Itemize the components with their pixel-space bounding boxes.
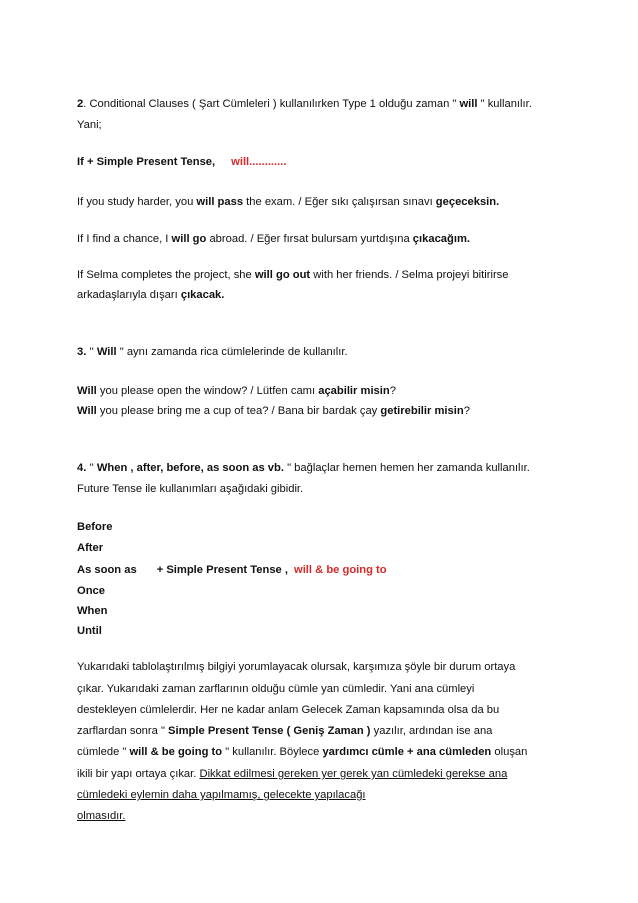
paragraph-line-6 [77, 767, 507, 781]
text-bold: As soon as [77, 564, 137, 576]
paragraph-line-3: destekleyen cümlelerdir. Her ne kadar anlam Gelecek Zaman kapsamında olsa da bu [77, 704, 500, 716]
section-number: 2 [77, 98, 84, 110]
text: If I find a chance, I [77, 233, 172, 245]
list-item-before: Before [77, 521, 113, 533]
text-bold: açabilir misin [318, 385, 390, 397]
section-number: 4. [77, 462, 87, 474]
text: '' [86, 462, 97, 474]
request-2 [77, 404, 470, 418]
paragraph-line-7: cümledeki eylemin daha yapılmamış, gelecekte yapılacağı [77, 789, 366, 801]
request-1 [77, 384, 396, 398]
example-1 [77, 195, 499, 209]
section-4-line-2: Future Tense ile kullanımları aşağıdaki gibidir. [77, 483, 304, 495]
text-bold: getirebilir misin [380, 405, 464, 417]
text-bold: will go [171, 233, 207, 245]
text-bold: will go out [254, 269, 311, 281]
text-bold: çıkacağım. [412, 233, 471, 245]
paragraph-line-8: olmasıdır. [77, 810, 126, 822]
list-item-until: Until [77, 625, 102, 637]
section-number: 3. [77, 346, 87, 358]
formula-mid: + Simple Present Tense , [156, 564, 288, 576]
text: ? [389, 385, 396, 397]
paragraph-line-4 [77, 724, 492, 738]
text-bold: will [459, 98, 478, 110]
text: zarflardan sonra " [77, 725, 169, 737]
text-bold: çıkacak. [180, 289, 225, 301]
text: " bağlaçlar hemen hemen her zamanda kullanılır. [283, 462, 530, 474]
section-4-heading [77, 461, 530, 475]
text-bold: Will [77, 405, 97, 417]
paragraph-line-1: Yukarıdaki tablolaştırılmış bilgiyi yorumlayacak olursak, karşımıza şöyle bir durum ortaya [77, 661, 516, 673]
list-item-as-soon-as [77, 563, 387, 577]
text: oluşan [491, 746, 528, 758]
text: " kullanılır. Böylece [222, 746, 323, 758]
text: arkadaşlarıyla dışarı [77, 289, 181, 301]
text-underlined: Dikkat edilmesi gereken yer gerek yan cümledeki gerekse ana [199, 768, 508, 780]
text-bold: geçeceksin. [435, 196, 500, 208]
text: the exam. / Eğer sıkı çalışırsan sınavı [243, 196, 436, 208]
list-item-once: Once [77, 585, 105, 597]
example-3-line-1 [77, 268, 509, 282]
text-bold: will & be going to [129, 746, 223, 758]
text-bold: yardımcı cümle + ana cümleden [322, 746, 492, 758]
text-bold: will pass [196, 196, 244, 208]
text: ? [463, 405, 470, 417]
formula-red: will & be going to [294, 564, 387, 576]
paragraph-line-2: çıkar. Yukarıdaki zaman zarflarının olduğu cümle yan cümledir. Yani ana cümleyi [77, 683, 475, 695]
text: " kullanılır. [477, 98, 532, 110]
text: ikili bir yapı ortaya çıkar. [77, 768, 200, 780]
text-bold: Simple Present Tense ( Geniş Zaman ) [168, 725, 371, 737]
text: If you study harder, you [77, 196, 197, 208]
text: abroad. / Eğer fırsat bulursam yurtdışına [206, 233, 413, 245]
text: you please open the window? / Lütfen camı [96, 385, 319, 397]
section-2-line-1 [77, 97, 532, 111]
text: '' [86, 346, 97, 358]
formula-line [77, 155, 286, 169]
paragraph-line-5 [77, 745, 527, 759]
formula-left: If + Simple Present Tense, [77, 156, 216, 168]
text: " aynı zamanda rica cümlelerinde de kullanılır. [116, 346, 348, 358]
text: you please bring me a cup of tea? / Bana bir bardak çay [96, 405, 381, 417]
formula-will: will............ [231, 156, 287, 168]
text-bold: Will [96, 346, 117, 358]
text: yazılır, ardından ise ana [370, 725, 493, 737]
list-item-when: When [77, 605, 108, 617]
example-3-line-2 [77, 288, 224, 302]
section-3-heading [77, 345, 348, 359]
list-item-after: After [77, 542, 104, 554]
section-2-line-2: Yani; [77, 119, 102, 131]
text-bold: When , after, before, as soon as vb. [96, 462, 284, 474]
example-2 [77, 232, 470, 246]
text-bold: Will [77, 385, 97, 397]
text: with her friends. / Selma projeyi bitirirse [310, 269, 509, 281]
text: cümlede " [77, 746, 130, 758]
text: . Conditional Clauses ( Şart Cümleleri ) kullanılırken Type 1 olduğu zaman " [83, 98, 460, 110]
text: If Selma completes the project, she [77, 269, 255, 281]
